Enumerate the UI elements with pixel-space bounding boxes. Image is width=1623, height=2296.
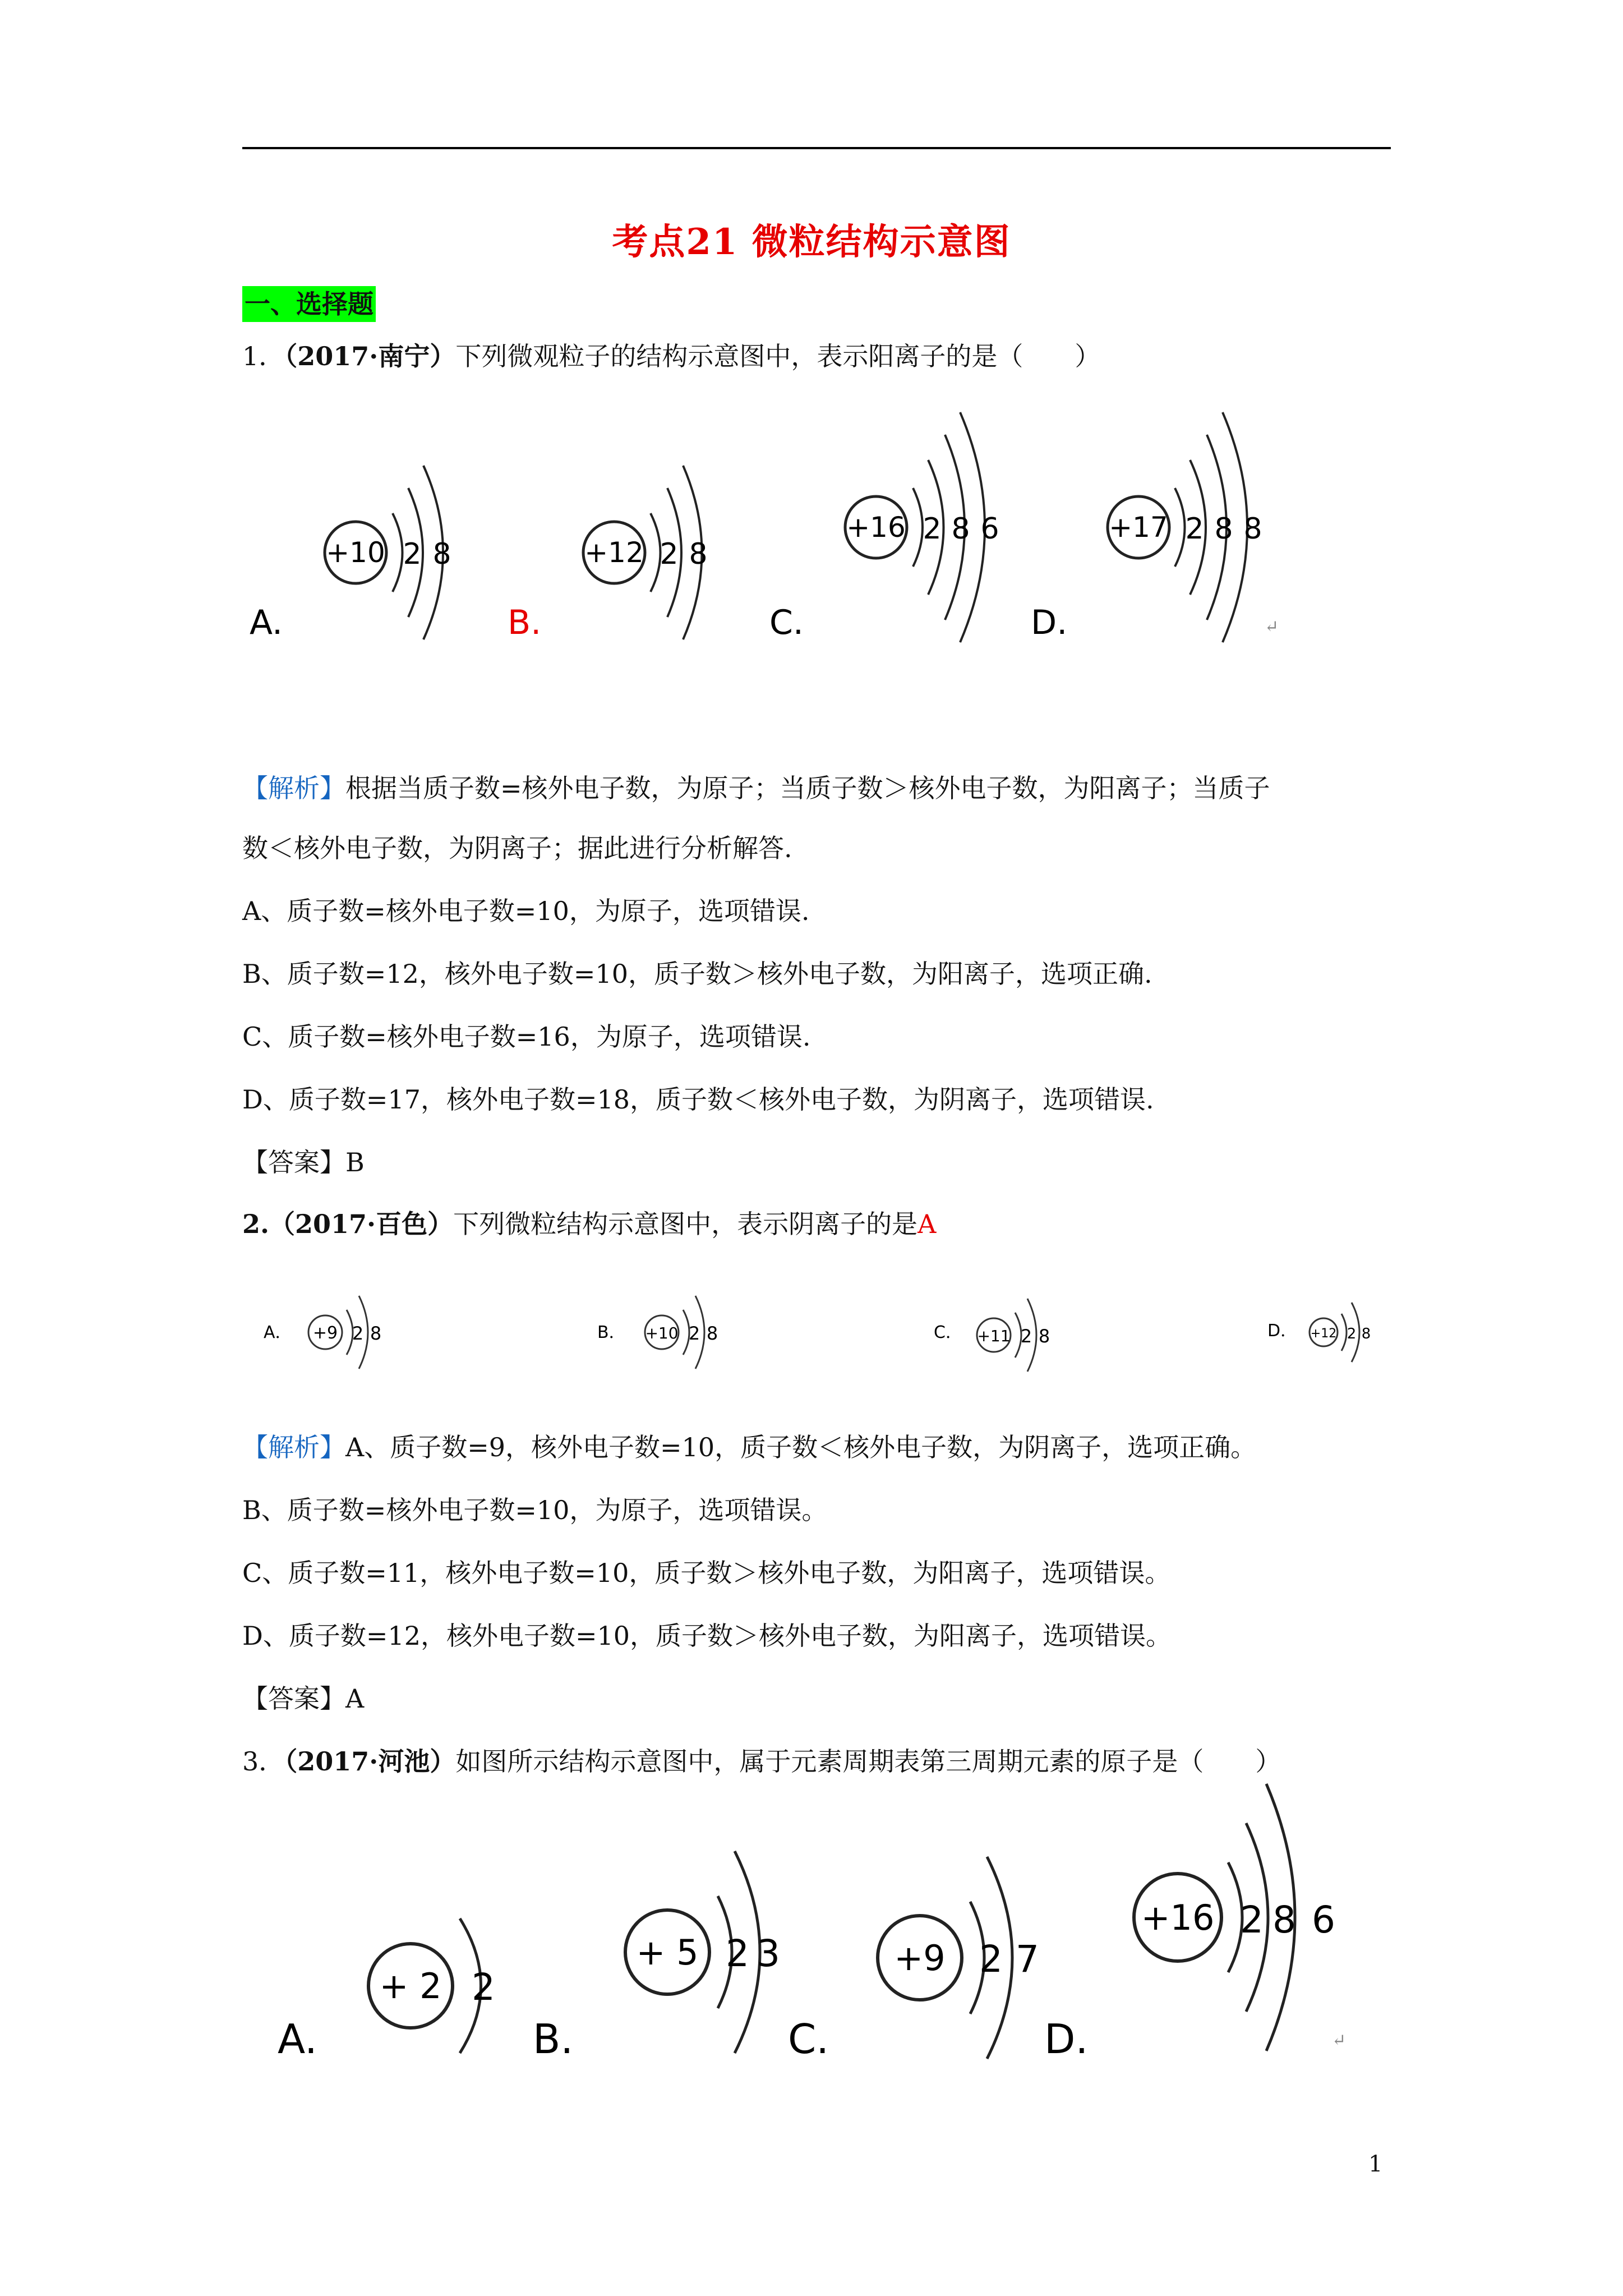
q1-explanation-a: A、质子数=核外电子数=10，为原子，选项错误.: [242, 896, 810, 926]
nucleus-label: +9: [894, 1938, 946, 1978]
q2-answer: 【答案】A: [242, 1683, 365, 1714]
nucleus-label: + 5: [636, 1932, 699, 1973]
q2-source: （2017·百色）: [269, 1209, 454, 1239]
q1-option-c-diagram: [769, 412, 999, 642]
page-title: 考点21 微粒结构示意图: [612, 221, 1011, 263]
shell-count: 8: [1243, 512, 1262, 546]
return-mark: ↵: [1332, 2031, 1347, 2050]
q1-option-d-diagram: [1031, 412, 1262, 642]
option-label: D.: [1044, 2016, 1089, 2063]
shell-count: 2: [352, 1323, 364, 1344]
shell-count: 8: [1272, 1898, 1296, 1941]
q3-option-b-diagram: [533, 1851, 780, 2063]
q1-number: 1．: [242, 341, 285, 371]
analysis-tag: 【解析】: [242, 1432, 345, 1462]
option-label: D.: [1031, 603, 1068, 642]
q1-option-a-diagram: [250, 466, 451, 642]
q3-source: （2017·河池）: [284, 1746, 456, 1777]
shell-count: 8: [1038, 1326, 1050, 1347]
q1-explanation-c: C、质子数=核外电子数=16，为原子，选项错误.: [242, 1022, 811, 1052]
shell-count: 2: [472, 1966, 495, 2009]
q1-stem: 下列微观粒子的结构示意图中，表示阳离子的是（ ）: [455, 341, 1101, 371]
section-heading: 一、选择题: [242, 286, 376, 322]
nucleus-label: +9: [312, 1323, 338, 1343]
nucleus-label: +12: [1310, 1327, 1337, 1341]
option-label: A.: [278, 2016, 317, 2063]
q3-number: 3．: [242, 1746, 285, 1777]
nucleus-label: +10: [645, 1324, 679, 1342]
q1-option-b-diagram: [508, 466, 708, 642]
page-number: 1: [1368, 2151, 1383, 2177]
shell-count: 8: [1214, 512, 1233, 546]
analysis-tag: 【解析】: [242, 773, 345, 803]
shell-count: 3: [757, 1932, 780, 1975]
shell-count: 2: [1347, 1326, 1357, 1342]
q2-option-c-diagram: [934, 1299, 1050, 1372]
option-label: A．: [264, 1323, 292, 1342]
shell-count: 2: [1240, 1898, 1264, 1941]
q1-explanation-b: B、质子数=12，核外电子数=10，质子数＞核外电子数，为阳离子，选项正确.: [242, 959, 1152, 989]
q3-option-a-diagram: [278, 1918, 495, 2063]
q1-analysis-line2: 数＜核外电子数，为阴离子；据此进行分析解答.: [242, 833, 792, 863]
q2-analysis-line1: 【解析】A、质子数=9，核外电子数=10，质子数＜核外电子数，为阴离子，选项正确。: [242, 1432, 1257, 1462]
q1-analysis-line1: 【解析】根据当质子数=核外电子数，为原子；当质子数＞核外电子数，为阳离子；当质子: [242, 773, 1270, 803]
shell-count: 8: [370, 1323, 382, 1344]
nucleus-label: +16: [1141, 1897, 1215, 1938]
shell-count: 8: [689, 537, 708, 571]
q2-explanation-b: B、质子数=核外电子数=10，为原子，选项错误。: [242, 1495, 828, 1525]
q2-option-b-diagram: [597, 1296, 718, 1369]
option-label: C.: [788, 2016, 829, 2063]
option-label: B.: [533, 2016, 574, 2063]
q2-explanation-d: D、质子数=12，核外电子数=10，质子数＞核外电子数，为阳离子，选项错误。: [242, 1621, 1172, 1651]
return-mark: ↵: [1265, 617, 1279, 637]
shell-count: 8: [432, 537, 451, 571]
nucleus-label: +12: [584, 536, 644, 569]
nucleus-label: +11: [977, 1327, 1011, 1345]
q2-stem: 下列微粒结构示意图中，表示阴离子的是: [453, 1209, 918, 1239]
q1-explanation-d: D、质子数=17，核外电子数=18，质子数＜核外电子数，为阴离子，选项错误.: [242, 1084, 1154, 1115]
q3-stem: 如图所示结构示意图中，属于元素周期表第三周期元素的原子是（ ）: [455, 1746, 1281, 1777]
option-label: C.: [769, 603, 804, 642]
shell-count: 2: [979, 1938, 1003, 1981]
shell-count: 6: [1312, 1898, 1335, 1941]
q2-explanation-c: C、质子数=11，核外电子数=10，质子数＞核外电子数，为阳离子，选项错误。: [242, 1558, 1171, 1588]
shell-count: 2: [403, 537, 422, 571]
shell-count: 2: [1185, 512, 1204, 546]
option-label: C．: [934, 1323, 962, 1342]
option-label: A.: [250, 603, 283, 642]
shell-count: 2: [923, 512, 942, 546]
q2-option-d-diagram: [1267, 1303, 1371, 1362]
q2-stem-line: [242, 1207, 936, 1241]
nucleus-label: +10: [326, 536, 385, 569]
shell-count: 7: [1016, 1938, 1039, 1981]
shell-count: 6: [980, 512, 999, 546]
option-label: B.: [508, 603, 542, 642]
q1-answer: 【答案】B: [242, 1147, 365, 1177]
q2-option-a-diagram: [264, 1296, 381, 1369]
nucleus-label: +16: [846, 511, 906, 544]
shell-count: 8: [951, 512, 970, 546]
q3-option-c-diagram: [788, 1857, 1039, 2063]
option-label: B．: [597, 1323, 626, 1342]
q3-option-d-diagram: [1044, 1784, 1335, 2063]
nucleus-label: +17: [1109, 511, 1168, 544]
shell-count: 8: [706, 1323, 718, 1344]
shell-count: 2: [660, 537, 679, 571]
shell-count: 2: [726, 1932, 749, 1975]
q1-source: （2017·南宁）: [284, 341, 456, 371]
shell-count: 2: [688, 1323, 700, 1344]
q2-inline-answer: A: [917, 1209, 937, 1239]
q3-stem-line: [242, 1745, 1281, 1778]
shell-count: 8: [1361, 1326, 1371, 1342]
shell-count: 2: [1020, 1326, 1032, 1347]
nucleus-label: + 2: [379, 1966, 442, 2007]
option-label: D．: [1267, 1321, 1298, 1341]
q2-number: 2.: [242, 1209, 270, 1239]
